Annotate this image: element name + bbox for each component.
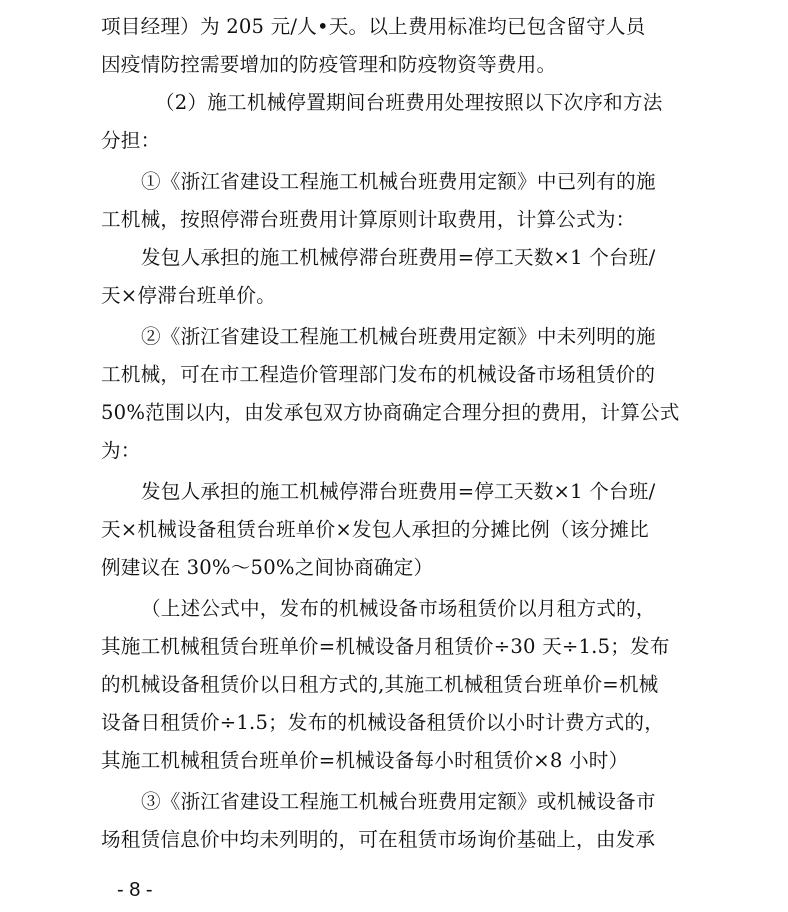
text-line-21: ③《浙江省建设工程施工机械台班费用定额》或机械设备市 bbox=[141, 790, 656, 813]
page-number: - 8 - bbox=[117, 879, 153, 901]
text-line-15: 例建议在 30%～50%之间协商确定） bbox=[101, 556, 434, 579]
text-line-6: 工机械，按照停滞台班费用计算原则计取费用，计算公式为： bbox=[101, 208, 636, 231]
text-line-10: 工机械，可在市工程造价管理部门发布的机械设备市场租赁价的 bbox=[101, 363, 656, 386]
text-line-12: 为： bbox=[101, 439, 141, 462]
text-line-1: 项目经理）为 205 元/人•天。以上费用标准均已包含留守人员 bbox=[101, 15, 646, 38]
text-line-2: 因疫情防控需要增加的防疫管理和防疫物资等费用。 bbox=[101, 53, 557, 76]
text-line-3: （2）施工机械停置期间台班费用处理按照以下次序和方法 bbox=[155, 91, 663, 114]
text-line-11: 50%范围以内，由发承包双方协商确定合理分担的费用，计算公式 bbox=[101, 401, 680, 424]
text-line-22: 场租赁信息价中均未列明的，可在租赁市场询价基础上，由发承 bbox=[101, 828, 656, 851]
text-line-13: 发包人承担的施工机械停滞台班费用=停工天数×1 个台班/ bbox=[141, 480, 656, 503]
text-line-7: 发包人承担的施工机械停滞台班费用=停工天数×1 个台班/ bbox=[141, 246, 656, 269]
text-line-20: 其施工机械租赁台班单价=机械设备每小时租赁价×8 小时） bbox=[101, 749, 629, 772]
text-line-8: 天×停滞台班单价。 bbox=[101, 284, 276, 307]
text-line-17: 其施工机械租赁台班单价=机械设备月租赁价÷30 天÷1.5；发布 bbox=[101, 635, 670, 658]
text-line-16: （上述公式中，发布的机械设备市场租赁价以月租方式的， bbox=[141, 597, 656, 620]
text-line-5: ①《浙江省建设工程施工机械台班费用定额》中已列有的施 bbox=[141, 170, 656, 193]
text-line-9: ②《浙江省建设工程施工机械台班费用定额》中未列明的施 bbox=[141, 325, 656, 348]
text-line-4: 分担： bbox=[101, 129, 161, 152]
text-line-19: 设备日租赁价÷1.5；发布的机械设备租赁价以小时计费方式的， bbox=[101, 711, 665, 734]
text-line-14: 天×机械设备租赁台班单价×发包人承担的分摊比例（该分摊比 bbox=[101, 518, 649, 541]
text-line-18: 的机械设备租赁价以日租方式的,其施工机械租赁台班单价=机械 bbox=[101, 673, 659, 696]
